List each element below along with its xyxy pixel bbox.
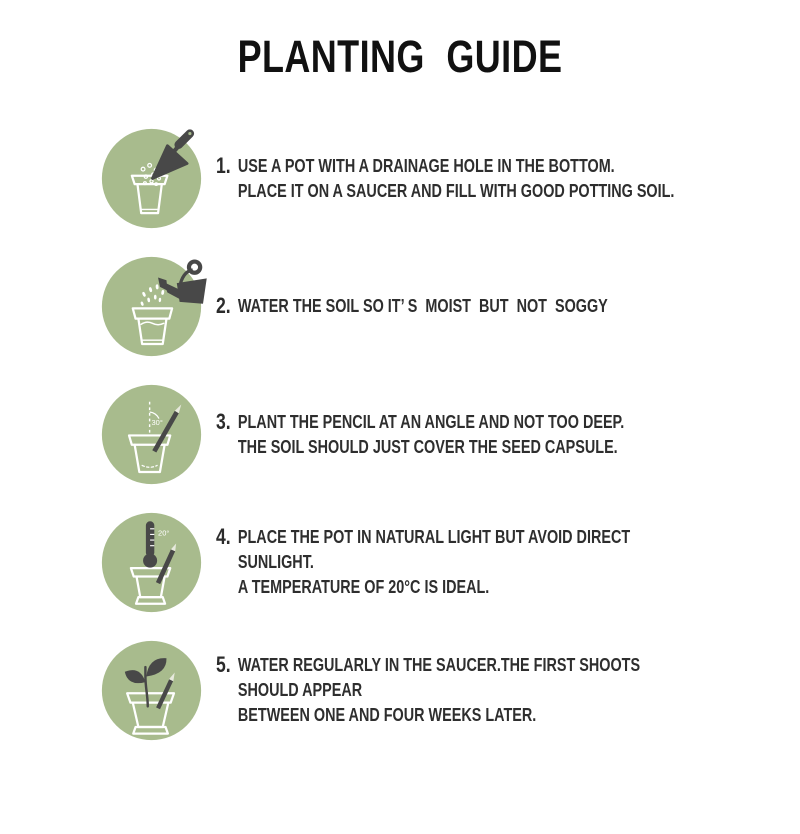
step-number: 1. <box>216 152 231 178</box>
steps-list <box>100 127 800 767</box>
step-number: 5. <box>216 652 231 677</box>
step-number: 4. <box>216 524 231 549</box>
step-row-5 <box>100 639 800 767</box>
step-line: BETWEEN ONE AND FOUR WEEKS LATER. <box>237 705 537 725</box>
watering-can-pot-icon <box>100 255 203 358</box>
page-title: PLANTING GUIDE <box>237 31 563 82</box>
step-3-icon-wrap <box>100 383 203 486</box>
sprout-pot-icon <box>100 639 203 742</box>
pencil-angle-pot-icon <box>100 383 203 486</box>
step-number: 3. <box>216 408 231 434</box>
step-line: WATER THE SOIL SO IT’ S MOIST BUT NOT SOGGY <box>237 296 608 316</box>
step-3-text <box>216 383 726 486</box>
step-row-3 <box>100 383 800 511</box>
step-row-4 <box>100 511 800 639</box>
step-line: PLACE IT ON A SAUCER AND FILL WITH GOOD POTTING SOIL. <box>237 180 675 201</box>
step-number: 2. <box>216 293 231 318</box>
temperature-label-20: 20° <box>158 528 170 538</box>
step-line: PLANT THE PENCIL AT AN ANGLE AND NOT TOO DEEP. <box>237 411 625 432</box>
step-line: USE A POT WITH A DRAINAGE HOLE IN THE BOTTOM. <box>237 155 615 176</box>
step-4-icon-wrap <box>100 511 203 614</box>
step-5-icon-wrap <box>100 639 203 742</box>
angle-label-30: 30° <box>151 418 163 428</box>
step-1-icon-wrap <box>100 127 203 230</box>
step-1-text <box>216 127 789 230</box>
trowel-soil-pot-icon <box>100 127 203 230</box>
step-2-text <box>216 255 706 358</box>
step-2-icon-wrap <box>100 255 203 358</box>
step-line: THE SOIL SHOULD JUST COVER THE SEED CAPSULE. <box>237 436 618 457</box>
planting-guide-page <box>0 31 800 834</box>
green-circle <box>102 641 201 740</box>
step-4-text <box>216 511 800 614</box>
step-line: WATER REGULARLY IN THE SAUCER.THE FIRST SHOOTS SHOULD APPEAR <box>237 655 645 700</box>
step-row-2 <box>100 255 800 383</box>
step-line: PLACE THE POT IN NATURAL LIGHT BUT AVOID DIRECT SUNLIGHT. <box>237 527 635 572</box>
step-line: A TEMPERATURE OF 20°C IS IDEAL. <box>237 577 490 597</box>
step-5-text <box>216 639 800 742</box>
thermometer-pot-icon <box>100 511 203 614</box>
step-row-1 <box>100 127 800 255</box>
